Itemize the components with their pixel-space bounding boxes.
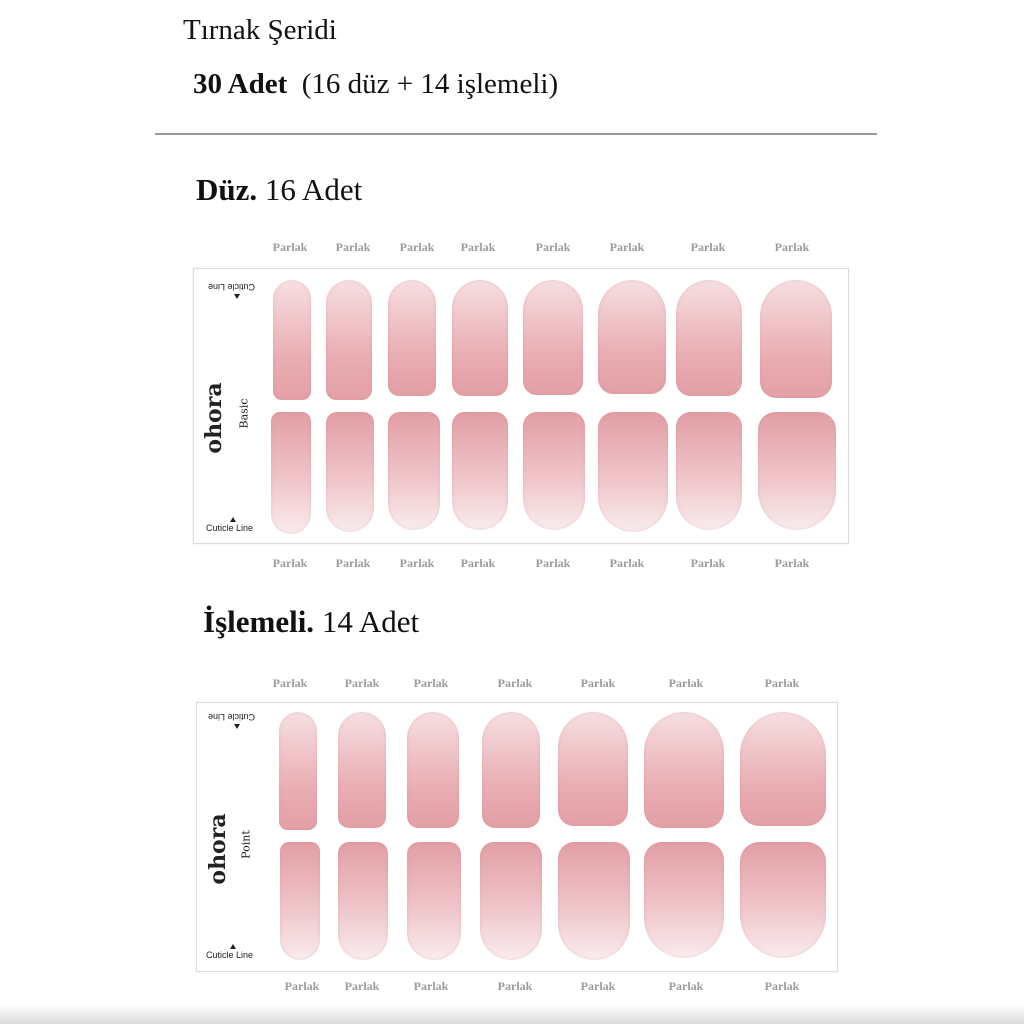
top-gloss-label: Parlak (413, 676, 449, 690)
nail-sticker[interactable] (280, 842, 320, 960)
top-gloss-label: Parlak (535, 240, 571, 254)
strip-count-breakdown: (16 düz + 14 işlemeli) (301, 68, 559, 100)
strip-count-total: 30 Adet (193, 68, 288, 100)
cuticle-line-label: Cuticle Line (208, 712, 256, 722)
nail-sticker[interactable] (326, 280, 372, 400)
nail-sticker[interactable] (758, 412, 836, 530)
cuticle-arrow-icon (234, 294, 240, 299)
nail-sticker[interactable] (598, 280, 666, 394)
top-gloss-label: Parlak (690, 240, 726, 254)
nail-sticker[interactable] (273, 280, 311, 400)
nail-sticker[interactable] (482, 712, 540, 828)
nail-sticker[interactable] (452, 412, 508, 530)
cuticle-arrow-icon (234, 724, 240, 729)
section-title-plain-bold: Düz. (196, 172, 258, 207)
section-title-art-count: 14 Adet (321, 604, 420, 639)
top-gloss-label: Parlak (668, 676, 704, 690)
nail-sticker[interactable] (271, 412, 311, 534)
nail-sticker[interactable] (523, 280, 583, 395)
brand-logo: ohora (205, 813, 231, 885)
top-gloss-label: Parlak (399, 240, 435, 254)
bottom-gloss-label: Parlak (413, 979, 449, 993)
nail-sticker[interactable] (388, 280, 436, 396)
cuticle-arrow-icon (230, 944, 236, 949)
bottom-gloss-label: Parlak (399, 556, 435, 570)
top-gloss-label: Parlak (344, 676, 380, 690)
nail-sticker[interactable] (644, 712, 724, 828)
bottom-gloss-label: Parlak (668, 979, 704, 993)
top-gloss-label: Parlak (764, 676, 800, 690)
brand-logo: ohora (201, 382, 227, 454)
top-gloss-label: Parlak (272, 676, 308, 690)
nail-sticker[interactable] (740, 712, 826, 826)
top-gloss-label: Parlak (580, 676, 616, 690)
section-title-art (203, 603, 419, 641)
bottom-gloss-label: Parlak (344, 979, 380, 993)
section-title-plain-count: 16 Adet (264, 172, 363, 207)
bottom-gloss-label: Parlak (535, 556, 571, 570)
bottom-gloss-label: Parlak (284, 979, 320, 993)
cuticle-line-label: Cuticle Line (208, 282, 256, 292)
top-gloss-label: Parlak (609, 240, 645, 254)
divider (155, 133, 877, 135)
nail-sticker[interactable] (407, 842, 461, 960)
nail-sticker[interactable] (407, 712, 459, 828)
cuticle-arrow-icon (230, 517, 236, 522)
brand-line-name: Point (239, 830, 253, 859)
top-gloss-label: Parlak (497, 676, 533, 690)
bottom-gloss-label: Parlak (774, 556, 810, 570)
bottom-gloss-label: Parlak (335, 556, 371, 570)
nail-sticker[interactable] (676, 412, 742, 530)
top-gloss-label: Parlak (774, 240, 810, 254)
nail-sticker[interactable] (740, 842, 826, 958)
nail-sticker[interactable] (388, 412, 440, 530)
page-title: Tırnak Şeridi (183, 14, 337, 46)
nail-sticker[interactable] (338, 712, 386, 828)
section-title-plain (196, 171, 362, 209)
nail-sticker[interactable] (558, 842, 630, 960)
strip-count (193, 66, 558, 102)
nail-sticker[interactable] (326, 412, 374, 532)
top-gloss-label: Parlak (335, 240, 371, 254)
nail-sticker[interactable] (452, 280, 508, 396)
top-gloss-label: Parlak (460, 240, 496, 254)
bottom-gloss-label: Parlak (609, 556, 645, 570)
nail-sticker[interactable] (598, 412, 668, 532)
bottom-gloss-label: Parlak (497, 979, 533, 993)
top-gloss-label: Parlak (272, 240, 308, 254)
bottom-gloss-label: Parlak (580, 979, 616, 993)
cuticle-line-label: Cuticle Line (206, 950, 254, 960)
section-title-art-bold: İşlemeli. (203, 604, 315, 639)
bottom-gloss-label: Parlak (460, 556, 496, 570)
brand-line-name: Basic (237, 398, 251, 429)
nail-sticker[interactable] (480, 842, 542, 960)
nail-sticker[interactable] (676, 280, 742, 396)
nail-sticker[interactable] (558, 712, 628, 826)
bottom-gloss-label: Parlak (690, 556, 726, 570)
bottom-edge-shadow (0, 1004, 1024, 1024)
nail-sticker[interactable] (644, 842, 724, 958)
nail-sticker[interactable] (760, 280, 832, 398)
bottom-gloss-label: Parlak (764, 979, 800, 993)
nail-sticker[interactable] (279, 712, 317, 830)
cuticle-line-label: Cuticle Line (206, 523, 254, 533)
bottom-gloss-label: Parlak (272, 556, 308, 570)
nail-sticker[interactable] (523, 412, 585, 530)
nail-sticker[interactable] (338, 842, 388, 960)
